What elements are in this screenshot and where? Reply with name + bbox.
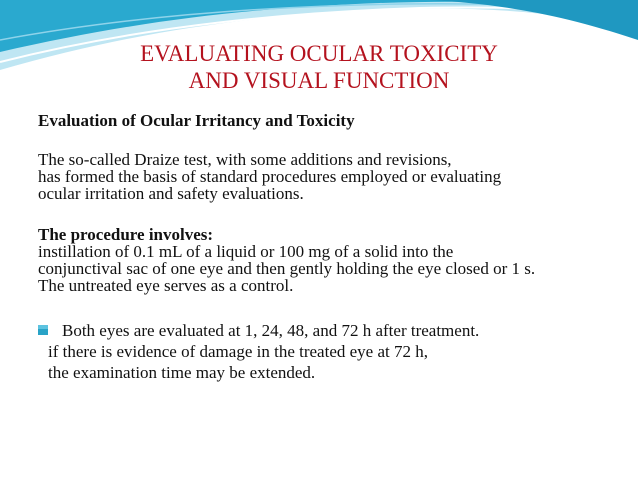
bullet-text: Both eyes are evaluated at 1, 24, 48, and 72 h after treatment. xyxy=(62,321,480,340)
para2-line-1: instillation of 0.1 mL of a liquid or 100 mg of a solid into the xyxy=(38,242,454,261)
slide-body xyxy=(38,112,628,381)
para1-line-2: has formed the basis of standard procedures employed or evaluating xyxy=(38,167,502,186)
para2-line-2: conjunctival sac of one eye and then gently holding the eye closed or 1 s. xyxy=(38,259,536,278)
sub-line-2: the examination time may be extended. xyxy=(48,363,316,382)
sub-line-1: if there is evidence of damage in the treated eye at 72 h, xyxy=(48,342,428,361)
title-line-2: AND VISUAL FUNCTION xyxy=(188,68,450,93)
para2-line-3: The untreated eye serves as a control. xyxy=(38,276,294,295)
page-title xyxy=(0,40,638,94)
section-heading: Evaluation of Ocular Irritancy and Toxicity xyxy=(38,111,355,130)
title-line-1: EVALUATING OCULAR TOXICITY xyxy=(140,41,498,66)
square-bullet-icon xyxy=(38,325,48,335)
para1-line-1: The so-called Draize test, with some additions and revisions, xyxy=(38,150,452,169)
procedure-heading: The procedure involves: xyxy=(38,225,214,244)
para1-line-3: ocular irritation and safety evaluations. xyxy=(38,184,304,203)
bullet-item xyxy=(38,322,628,339)
